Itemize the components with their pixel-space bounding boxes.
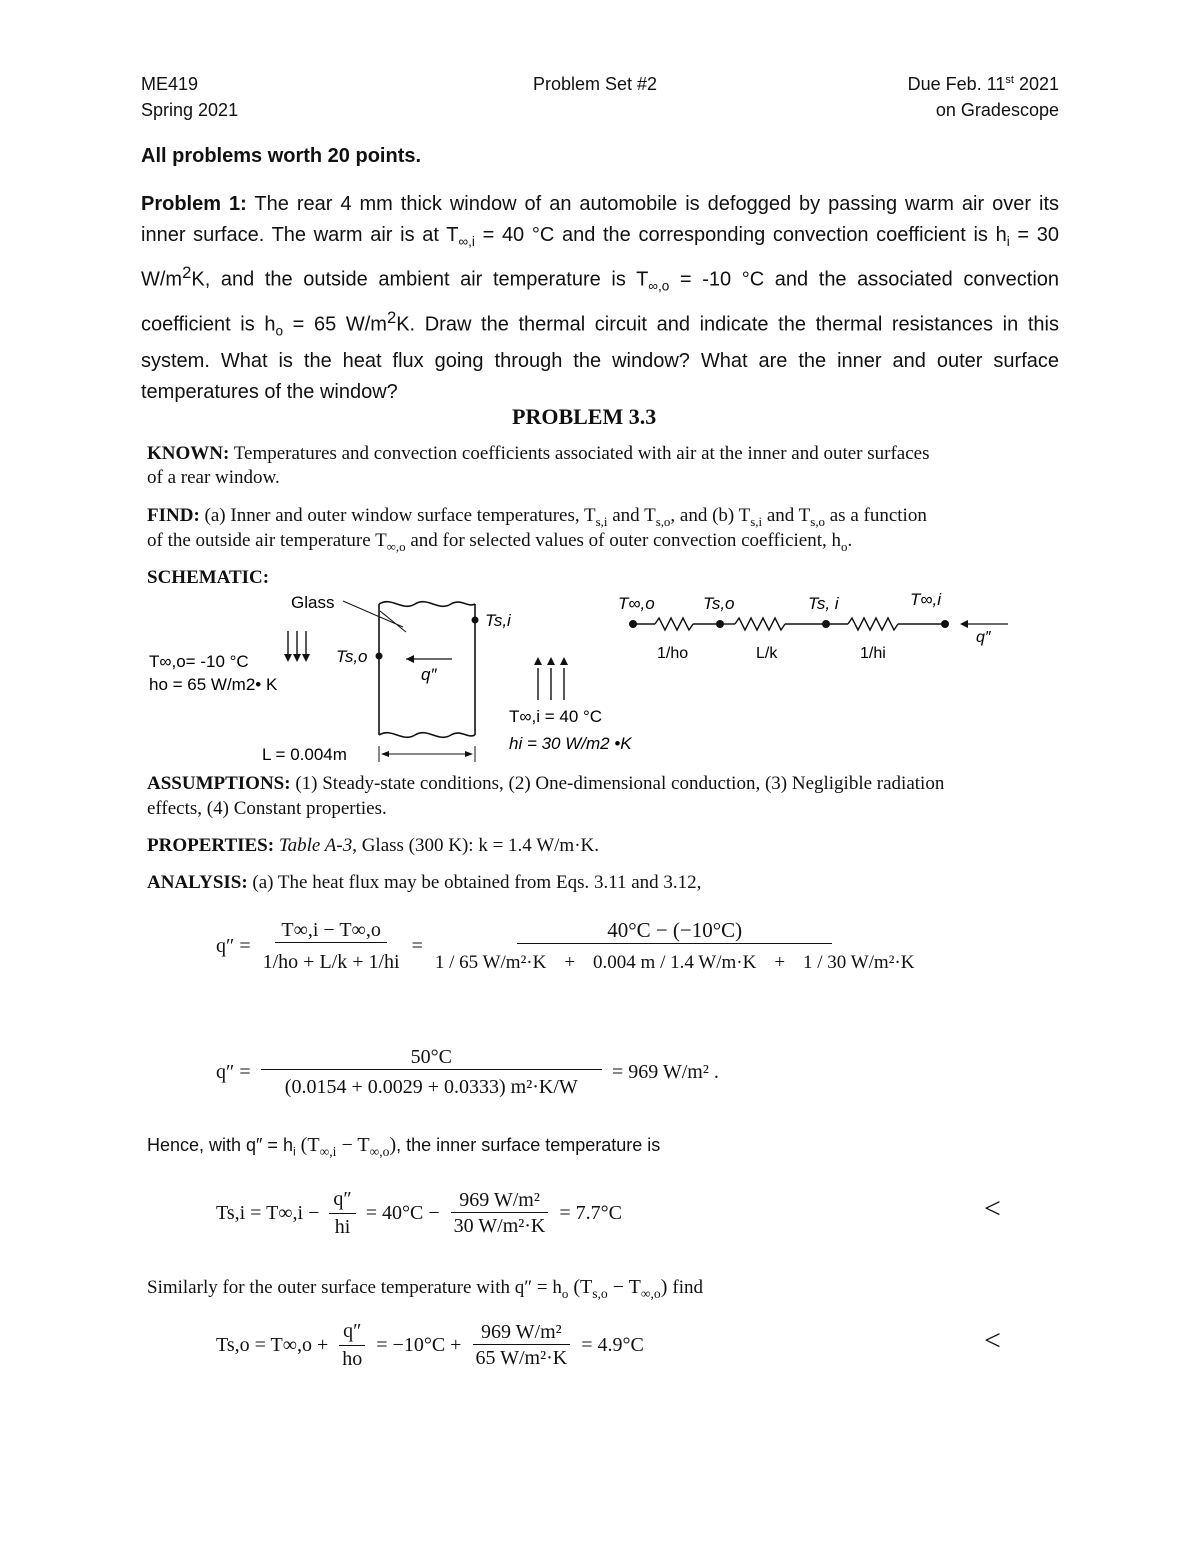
answer-mark-outer: <	[984, 1324, 1001, 1357]
problem-1-text: Problem 1: The rear 4 mm thick window of an automobile is defogged by passing warm air over its inner surface. The warm air is at $T_{\infty,i} = 40$ °C and the corresponding convection coefficient is $h_i = 30$ $W/m^2K$, and the outside ambient air temperature is $T_{\infty,o} = -10$ °C and the associated convection coefficient is $h_o = 65$ $W/m^2K$. Draw the thermal circuit and indicate the thermal resistances in this system. What is the heat flux going through the window? What are the inner and outer surface temperatures of the window?	[141, 193, 1060, 404]
eq1-symbolic-fraction: $\frac{T\infty,i - T\infty,o}{1/ho + L/k + 1/hi}$	[262, 918, 400, 973]
equation-inner-surface: Ts,i = T∞,i − $\frac{q''}{hi}$ = 40°C − $\frac{\text{969 W/m²}}{\text{30 W/m²·K}}$ = 7.7°C	[216, 1188, 622, 1238]
eq2-fraction: $\frac{50^\circ C}{\text{(0.0154 + 0.0029 + 0.0333) m²·K/W}}$	[261, 1046, 602, 1099]
eq4-result: = 4.9°C	[581, 1334, 644, 1356]
known-line-1: KNOWN: Temperatures and convection coefficients associated with air at the inner and outer surfaces	[147, 443, 930, 464]
thermal-circuit	[629, 618, 1008, 630]
intro-note: All problems worth 20 points.	[141, 145, 422, 167]
inside-air-arrows	[534, 657, 568, 700]
page-title: Problem Set #2	[533, 74, 658, 94]
inside-h: hi = 30 W/m2 •K	[509, 734, 632, 753]
known-line-2: of a rear window.	[147, 467, 280, 488]
thickness-label: L = 0.004m	[262, 745, 347, 764]
eq3-result: = 7.7°C	[559, 1202, 622, 1224]
circuit-r-outer: 1/ho	[657, 645, 689, 662]
eq4-numeric-fraction: $\frac{\text{969 W/m²}}{\text{65 W/m²·K}}$	[471, 1321, 571, 1370]
assumptions-line-1: ASSUMPTIONS: (1) Steady-state conditions, (2) One-dimensional conduction, (3) Negligible radiation	[147, 773, 945, 794]
eq4-symbolic-fraction: $\frac{q''}{ho}$	[338, 1320, 366, 1371]
eq3-numeric-fraction: $\frac{\text{969 W/m²}}{\text{30 W/m²·K}}$	[450, 1189, 550, 1238]
analysis-line: ANALYSIS: (a) The heat flux may be obtained from Eqs. 3.11 and 3.12,	[147, 872, 702, 893]
circuit-ts-i: Ts, i	[808, 594, 839, 613]
eq1-lhs: q″ =	[216, 934, 251, 957]
circuit-r-inner: 1/hi	[860, 645, 886, 662]
circuit-r-glass: L/k	[756, 645, 778, 662]
due-location: on Gradescope	[935, 100, 1059, 120]
circuit-t-i: T∞,i	[910, 590, 942, 609]
eq2-result: = 969 W/m² .	[611, 1061, 719, 1083]
outside-h: ho = 65 W/m2• K	[149, 675, 278, 694]
equation-outer-surface: Ts,o = T∞,o + $\frac{q''}{ho}$ = −10°C + $\frac{\text{969 W/m²}}{\text{65 W/m²·K}}$ = 4.9°C	[216, 1320, 644, 1370]
similarly-line: Similarly for the outer surface temperature with $q'' = h_o$ $(T_{s,o} - T_{\infty,o})$ find	[147, 1276, 704, 1301]
equation-heat-flux: q″ = $\frac{T\infty,i - T\infty,o}{1/ho + L/k + 1/hi}$ = 40°C − (−10°C) 1 / 65 W/m²·K + 0.004 m / 1.4 W/m·K + 1 / 30 W/m²·K	[216, 918, 918, 974]
circuit-q: q″	[976, 629, 991, 646]
course-code: ME419	[141, 74, 199, 94]
inside-temp: T∞,i = 40 °C	[509, 707, 603, 726]
term: Spring 2021	[141, 100, 239, 120]
eq3-symbolic-fraction: $\frac{q''}{hi}$	[329, 1188, 355, 1239]
due-date: Due Feb. 11st 2021	[907, 74, 1059, 94]
equation-heat-flux-result: q″ = $\frac{50^\circ C}{\text{(0.0154 + 0.0029 + 0.0333) m²·K/W}}$ = 969 W/m² .	[216, 1046, 719, 1098]
hence-line: Hence, with $q'' = h_i$ $(T_{\infty,i} - T_{\infty,o})$, the inner surface temperature is	[147, 1134, 661, 1159]
glass-label: Glass	[291, 593, 335, 612]
eq1-numeric-fraction: 40°C − (−10°C) 1 / 65 W/m²·K + 0.004 m / 1.4 W/m·K + 1 / 30 W/m²·K	[434, 918, 915, 973]
schematic-ts-i: Ts,i	[485, 611, 511, 630]
find-line-2: of the outside air temperature $T_{\infty,o}$ and for selected values of outer convection coefficient, $h_o$.	[147, 530, 853, 554]
schematic-q-flux: q″	[421, 665, 437, 684]
schematic-ts-o: Ts,o	[336, 647, 368, 666]
schematic-label: SCHEMATIC:	[147, 567, 270, 588]
assumptions-line-2: effects, (4) Constant properties.	[147, 798, 387, 819]
schematic-diagram	[0, 585, 1200, 770]
answer-mark-inner: <	[984, 1192, 1001, 1225]
find-line-1: FIND: (a) Inner and outer window surface temperatures, $T_{s,i}$ and $T_{s,o}$, and (b) $T_{s,i}$ and $T_{s,o}$ as a function	[147, 505, 927, 529]
circuit-t-o: T∞,o	[618, 594, 655, 613]
properties-line: PROPERTIES: Table A-3, Glass (300 K): k = 1.4 W/m·K.	[147, 835, 599, 856]
circuit-ts-o: Ts,o	[703, 594, 735, 613]
outside-air-arrows	[284, 631, 310, 662]
problem-1-label: Problem 1:	[141, 193, 247, 215]
outside-temp: T∞,o= -10 °C	[149, 652, 249, 671]
solution-title: PROBLEM 3.3	[512, 404, 657, 429]
